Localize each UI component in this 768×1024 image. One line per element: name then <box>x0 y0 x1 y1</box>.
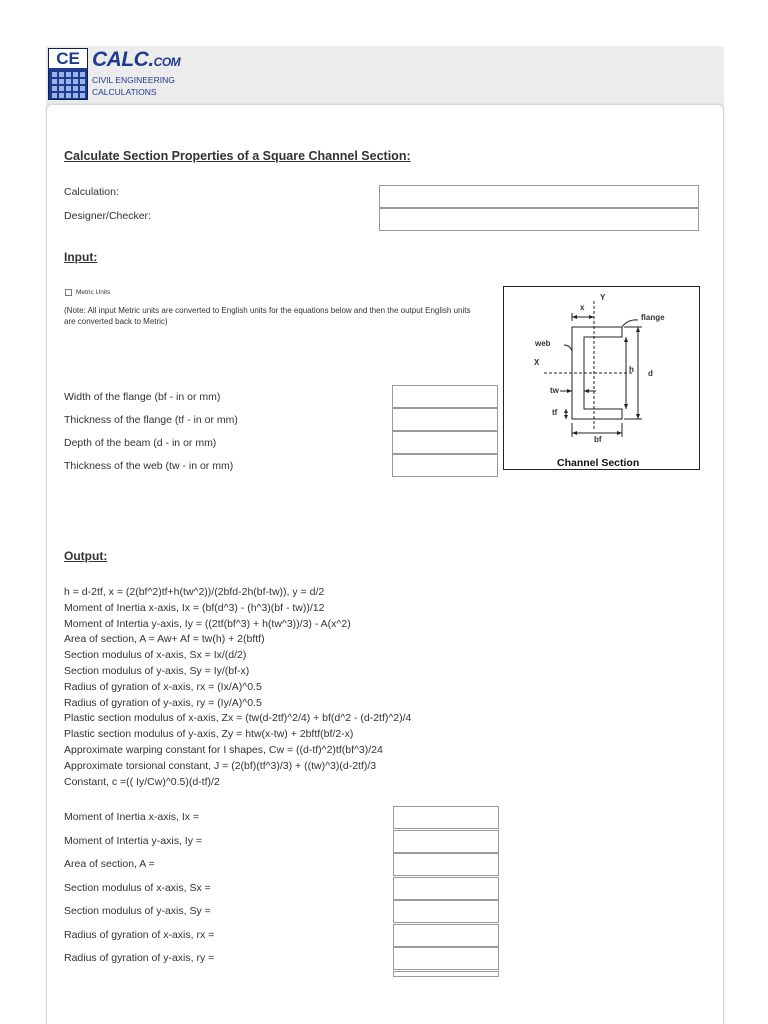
web-leader <box>564 345 572 351</box>
result-value[interactable] <box>393 830 499 853</box>
brand-name[interactable]: CALC.COM <box>92 48 181 71</box>
output-heading: Output: <box>64 549 108 563</box>
diagram-label-bf: bf <box>594 435 602 444</box>
result-label: Moment of Intertia y-axis, Iy = <box>64 834 203 847</box>
result-value[interactable] <box>393 853 499 876</box>
input-field-value[interactable] <box>392 385 498 408</box>
result-label: Area of section, A = <box>64 858 155 870</box>
input-heading: Input: <box>64 250 98 264</box>
equation-line: Approximate torsional constant, J = (2(bf)(tf^3)/3) + ((tw)^3)(d-2tf)/3 <box>64 759 377 772</box>
diagram-label-tf: tf <box>552 408 558 417</box>
equation-line: Moment of Intertia y-axis, Iy = ((2tf(bf^3) + h(tw^3))/3) - A(x^2) <box>64 617 351 630</box>
metric-units-label: Metric Units <box>76 289 111 296</box>
diagram-label-y: Y <box>600 293 606 302</box>
cecalc-logo-icon[interactable] <box>48 48 88 100</box>
equation-line: h = d-2tf, x = (2(bf^2)tf+h(tw^2))/(2bfd-2h(bf-tw)), y = d/2 <box>64 586 325 598</box>
equation-line: Area of section, A = Aw+ Af = tw(h) + 2(bftf) <box>64 633 265 646</box>
input-field-label: Thickness of the flange (tf - in or mm) <box>64 414 238 426</box>
brand-tagline <box>92 74 232 98</box>
equation-line: Constant, c =(( Iy/Cw)^0.5)(d-tf)/2 <box>64 775 220 788</box>
result-value[interactable] <box>393 900 499 923</box>
result-value[interactable] <box>393 947 499 970</box>
equation-line: Moment of Inertia x-axis, Ix = (bf(d^3) - (h^3)(bf - tw))/12 <box>64 601 325 614</box>
result-label: Section modulus of x-axis, Sx = <box>64 881 211 894</box>
equation-line: Section modulus of x-axis, Sx = Ix/(d/2) <box>64 649 247 662</box>
result-label: Section modulus of y-axis, Sy = <box>64 905 211 917</box>
result-value[interactable] <box>393 971 499 977</box>
calculation-label: Calculation: <box>64 186 119 198</box>
calculation-input[interactable] <box>379 185 699 208</box>
diagram-label-tw: tw <box>550 386 559 395</box>
input-field-value[interactable] <box>392 454 498 477</box>
diagram-caption: Channel Section <box>557 457 640 469</box>
diagram-label-web: web <box>535 339 551 348</box>
brand-tagline-line-1: CIVIL ENGINEERING <box>92 75 175 85</box>
equation-line: Plastic section modulus of x-axis, Zx = (tw(d-2tf)^2/4) + bf(d^2 - (d-2tf)^2)/4 <box>64 712 412 725</box>
brand-tagline-line-2: CALCULATIONS <box>92 87 157 97</box>
metric-units-checkbox[interactable] <box>65 289 72 296</box>
result-value[interactable] <box>393 924 499 947</box>
result-label: Radius of gyration of y-axis, ry = <box>64 952 215 964</box>
designer-input[interactable] <box>379 208 699 231</box>
page-title: Calculate Section Properties of a Square Channel Section: <box>64 149 411 163</box>
equation-line: Approximate warping constant for I shapes, Cw = ((d-tf)^2)tf(bf^3)/24 <box>64 744 383 756</box>
brand-name-suffix: COM <box>153 55 181 69</box>
input-field-label: Width of the flange (bf - in or mm) <box>64 391 221 403</box>
equation-line: Radius of gyration of x-axis, rx = (Ix/A)^0.5 <box>64 680 262 693</box>
designer-label: Designer/Checker: <box>64 210 151 222</box>
result-label: Moment of Inertia x-axis, Ix = <box>64 811 200 823</box>
result-value[interactable] <box>393 806 499 829</box>
input-field-label: Thickness of the web (tw - in or mm) <box>64 460 234 472</box>
conversion-note: (Note: All input Metric units are converted to English units for the equations below and then the output English units are converted back to Metric) <box>64 306 471 326</box>
equation-line: Section modulus of y-axis, Sy = Iy/(bf-x) <box>64 665 250 677</box>
logo-mark: CE <box>49 49 87 69</box>
input-field-value[interactable] <box>392 431 498 454</box>
channel-section-diagram <box>503 286 700 470</box>
input-field-label: Depth of the beam (d - in or mm) <box>64 437 217 449</box>
diagram-label-x-axis: X <box>534 358 540 367</box>
diagram-label-flange: flange <box>641 313 665 322</box>
input-field-value[interactable] <box>392 408 498 431</box>
flange-leader <box>622 320 638 327</box>
equation-line: Radius of gyration of y-axis, ry = (Iy/A)^0.5 <box>64 696 262 709</box>
calculator-keypad-icon <box>52 72 85 98</box>
diagram-label-x-offset: x <box>580 303 585 312</box>
result-value[interactable] <box>393 877 499 900</box>
equation-line: Plastic section modulus of y-axis, Zy = htw(x-tw) + 2bftf(bf/2-x) <box>64 728 354 741</box>
diagram-label-h: h <box>629 365 634 374</box>
result-label: Radius of gyration of x-axis, rx = <box>64 928 215 941</box>
diagram-label-d: d <box>648 369 653 378</box>
